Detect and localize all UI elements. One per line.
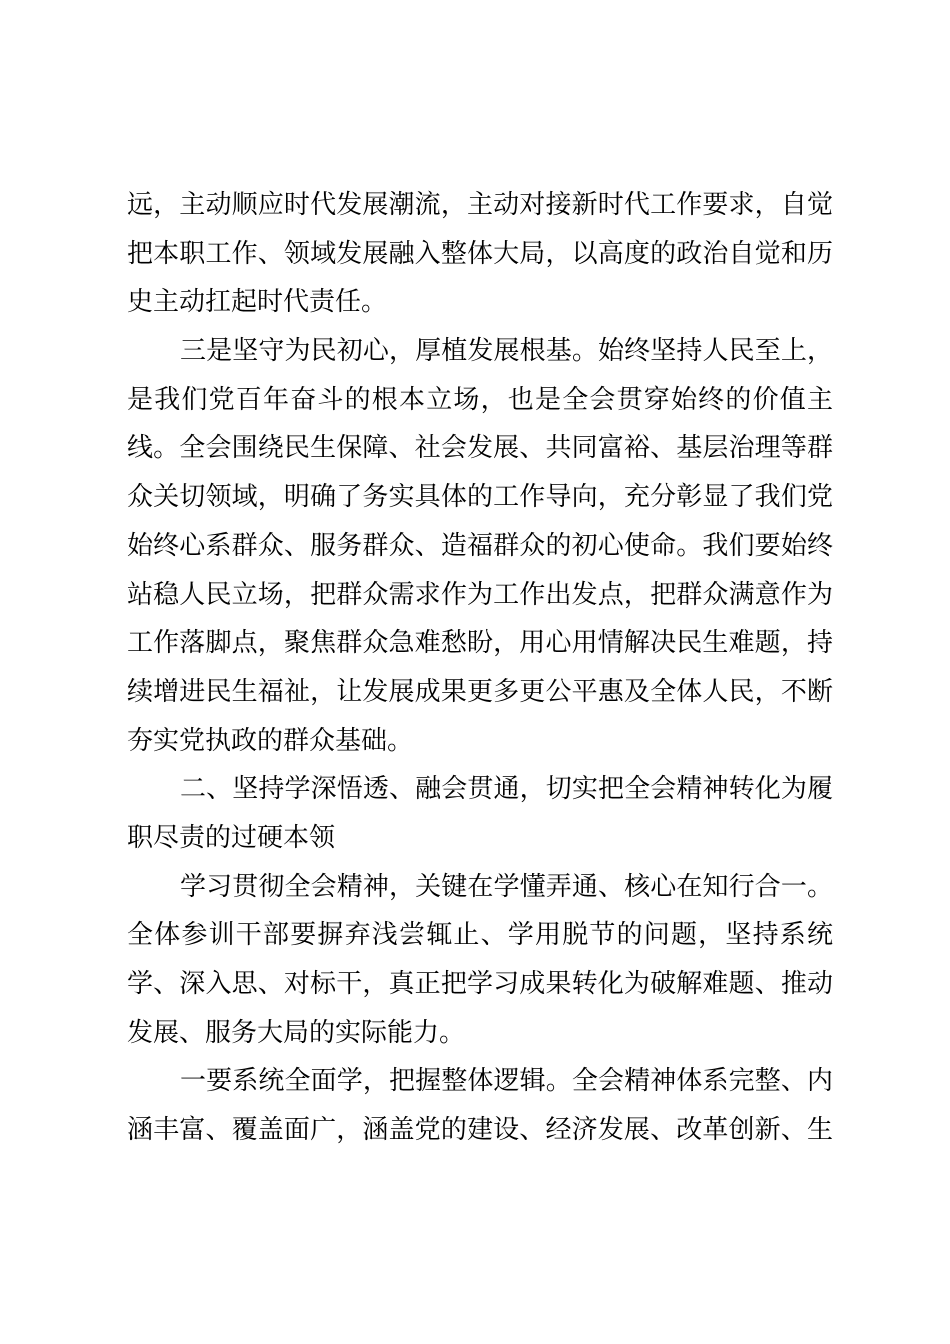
text-line: 职尽责的过硬本领 — [127, 822, 336, 853]
text-line: 把本职工作、领域发展融入整体大局，以高度的政治自觉和历 — [127, 238, 833, 269]
text-line: 续增进民生福祉，让发展成果更多更公平惠及全体人民，不断 — [127, 676, 833, 707]
text-line: 学、深入思、对标干，真正把学习成果转化为破解难题、推动 — [127, 969, 833, 999]
text-line: 众关切领域，明确了务实具体的工作导向，充分彰显了我们党 — [127, 482, 833, 513]
text-line: 学习贯彻全会精神，关键在学懂弄通、核心在知行合一。 — [180, 871, 833, 902]
text-line: 史主动扛起时代责任。 — [127, 287, 388, 318]
text-line: 一要系统全面学，把握整体逻辑。全会精神体系完整、内 — [180, 1066, 833, 1097]
body-text — [127, 181, 833, 1155]
text-line: 工作落脚点，聚焦群众急难愁盼，用心用情解决民生难题，持 — [127, 628, 833, 659]
text-line: 涵丰富、覆盖面广，涵盖党的建设、经济发展、改革创新、生 — [127, 1115, 833, 1146]
text-line: 三是坚守为民初心，厚植发展根基。始终坚持人民至上， — [180, 336, 833, 367]
text-line: 始终心系群众、服务群众、造福群众的初心使命。我们要始终 — [127, 530, 833, 561]
text-line: 是我们党百年奋斗的根本立场，也是全会贯穿始终的价值主 — [127, 384, 833, 415]
text-line: 二、坚持学深悟透、融会贯通，切实把全会精神转化为履 — [180, 774, 833, 805]
text-line: 发展、服务大局的实际能力。 — [127, 1017, 466, 1048]
text-line: 线。全会围绕民生保障、社会发展、共同富裕、基层治理等群 — [127, 433, 833, 464]
text-line: 远，主动顺应时代发展潮流，主动对接新时代工作要求，自觉 — [127, 190, 833, 220]
text-line: 全体参训干部要摒弃浅尝辄止、学用脱节的问题，坚持系统 — [127, 920, 833, 951]
text-line: 夯实党执政的群众基础。 — [127, 725, 414, 756]
text-line: 站稳人民立场，把群众需求作为工作出发点，把群众满意作为 — [127, 579, 833, 610]
